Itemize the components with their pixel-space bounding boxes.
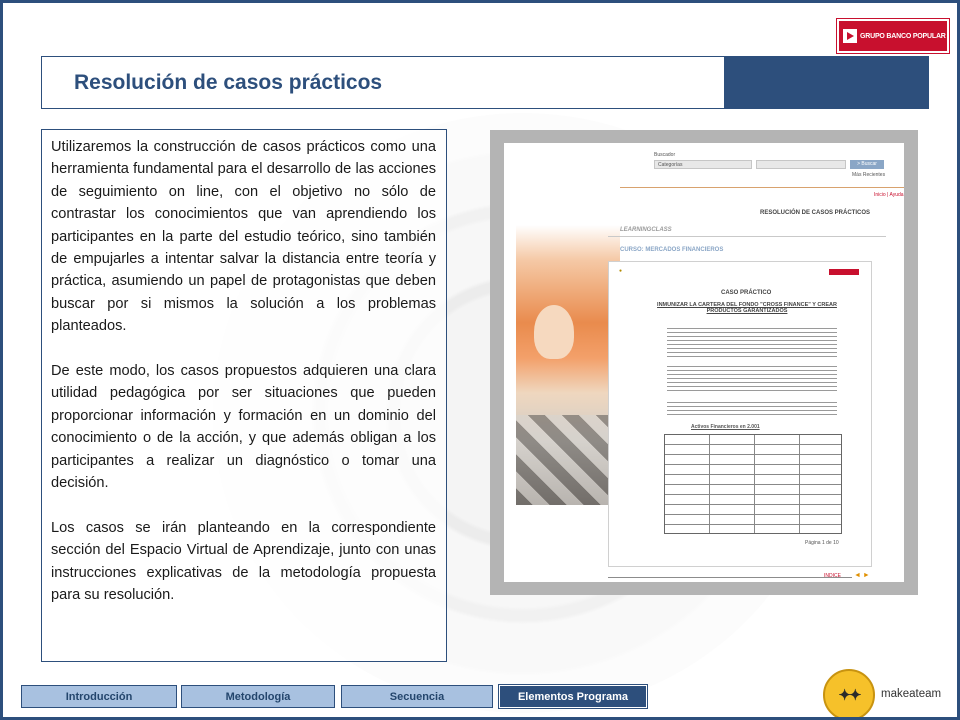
- doc-heading: CASO PRÁCTICO: [721, 290, 772, 296]
- category-select: [654, 160, 752, 169]
- recent-link: Más Recientes: [852, 172, 886, 178]
- doc-table-caption: Activos Financieros en 2.001: [691, 424, 760, 430]
- doc-subheading: INMUNIZAR LA CARTERA DEL FONDO "CROSS FINANCE" Y CREAR PRODUCTOS GARANTIZADOS: [657, 302, 837, 314]
- pager-arrows-icon: ◄ ►: [854, 572, 870, 579]
- search-box: [756, 160, 846, 169]
- paragraph-2: De este modo, los casos propuestos adquieren una clara utilidad pedagógica por ser situaciones que pueden proporcionar información y formación en un dominio del conocimiento o de la acción, y que además obligan a los participantes a realizar un diagnóstico o tomar una decisión.: [51, 363, 436, 492]
- nav-tab-secuencia[interactable]: Secuencia: [341, 685, 493, 708]
- title-accent-block: [724, 57, 928, 108]
- title-area: [42, 57, 724, 108]
- team-figures-icon: ✦✦: [838, 687, 860, 704]
- banco-popular-logo: [837, 19, 949, 53]
- banco-popular-icon: [843, 29, 857, 43]
- doc-text-lines-1: [667, 328, 837, 358]
- makeateam-logo-text: makeateam: [881, 688, 942, 700]
- makeateam-logo-icon: [823, 669, 875, 720]
- category-select-label: Categorías: [658, 162, 683, 168]
- search-button: > Buscar: [850, 160, 884, 169]
- course-title: CURSO: MERCADOS FINANCIEROS: [620, 247, 724, 253]
- doc-data-table: [664, 434, 842, 534]
- top-links: Inicio | Ayuda: [874, 192, 904, 198]
- course-rule: [608, 236, 886, 237]
- platform-name: LEARNINGCLASS: [620, 227, 672, 233]
- screenshot-canvas: [504, 143, 904, 582]
- page-title: Resolución de casos prácticos: [74, 70, 383, 94]
- pager-label: INDICE: [824, 573, 841, 579]
- title-bar: [41, 56, 929, 109]
- nav-tab-metodologia[interactable]: Metodología: [181, 685, 335, 708]
- nav-tab-introduccion[interactable]: Introducción: [21, 685, 177, 708]
- doc-bank-logo: [829, 269, 859, 275]
- case-document: [608, 261, 872, 567]
- section-title: RESOLUCIÓN DE CASOS PRÁCTICOS: [760, 210, 871, 216]
- nav-tab-elementos-programa[interactable]: Elementos Programa: [499, 685, 647, 708]
- paragraph-3: Los casos se irán planteando en la correspondiente sección del Espacio Virtual de Aprendizaje, junto con unas instrucciones explicativas de la metodología propuesta para su resolución.: [51, 519, 436, 604]
- chess-hand-photo: [516, 155, 623, 505]
- platform-screenshot: [490, 130, 918, 595]
- doc-scrollbar: [608, 577, 852, 578]
- banco-popular-logo-text: GRUPO BANCO POPULAR: [860, 32, 946, 40]
- doc-page-number: Página 1 de 10: [805, 540, 839, 546]
- search-label: Buscador: [654, 152, 676, 158]
- paragraph-1: Utilizaremos la construcción de casos prácticos como una herramienta fundamental para el desarrollo de las acciones de seguimiento on line, con el objetivo no sólo de contrastar los conocimientos que van aprendiendo los participantes en la parte del estudio teórico, sino también de empujarles a intentar salvar la distancia entre teoría y práctica, asumiendo un papel de protagonistas que deben buscar por si mismos la solución a los problemas planteados.: [51, 139, 436, 335]
- doc-logo: ●: [619, 268, 623, 274]
- doc-text-lines-3: [667, 402, 837, 418]
- doc-text-lines-2: [667, 366, 837, 392]
- description-text-box: [41, 129, 447, 662]
- header-rule: [620, 187, 904, 188]
